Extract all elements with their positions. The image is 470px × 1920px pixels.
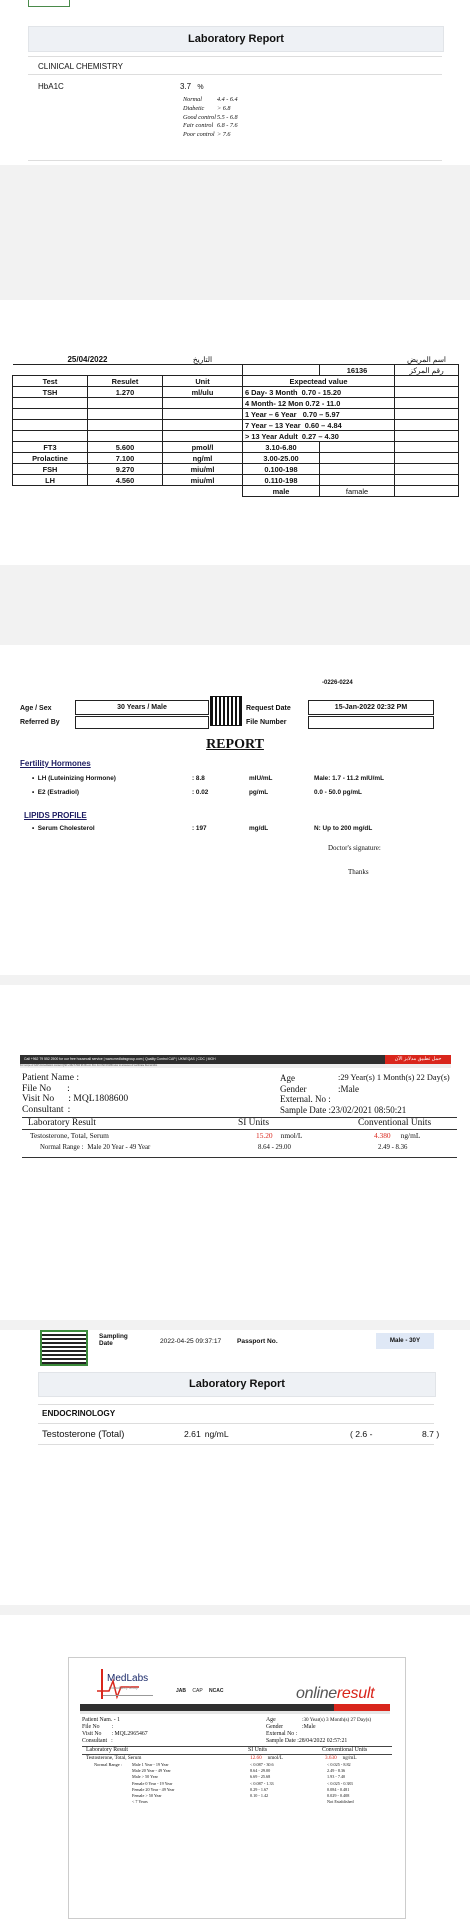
si-units-header: SI Units [238, 1118, 269, 1128]
reference-range-row: Poor control > 7.6 [183, 131, 231, 139]
divider [28, 74, 442, 75]
row-test: FSH [13, 464, 88, 475]
sample-date: Sample Date :28/04/2022 02:57:21 [266, 1738, 348, 1744]
patient-info-right [266, 1717, 372, 1745]
row-result: 5.600 [88, 442, 163, 453]
date-label: التاريخ [192, 354, 213, 364]
row-result: 9.270 [88, 464, 163, 475]
report-title-bar [38, 1372, 436, 1397]
si-units-header: SI Units [248, 1747, 268, 1753]
conv-result: 3.630 ng/mL [325, 1755, 357, 1761]
report-heading: REPORT [206, 737, 264, 752]
report-title-bar [28, 26, 444, 52]
section-heading: CLINICAL CHEMISTRY [38, 62, 123, 71]
col-result: Resulet [88, 376, 163, 387]
request-date-label: Request Date [246, 705, 291, 712]
accreditation-logos: JAB CAP NCAC [176, 1688, 224, 1694]
divider [28, 160, 442, 161]
divider [38, 1404, 434, 1405]
file-number-box [308, 716, 434, 729]
patient-info-left [82, 1717, 148, 1745]
medlabs-report-panel: MedLabs Consultancy Group JAB CAP NCAC onlineresult Patient Nam. - 1 File No : Visit No : MQL2965467 Consultant : Age :30 Year(s) 3 Month(s) 27 Day(s) Gender :Male External No : Sample Date :28/04/2022 02:57:21 Laboratory Result SI Units Conventional Units Testosterone, Total, Serum 12.60 nmol/L 3.630 ng/mL Normal Range : Male 1 Year - 19 Year < 0.087 - 30.6 < 0.025 - 8.82 Male 20 Year - 49 Year 8.64 - 29.00 2.49 - 8.36 Male > 50 Year 6.69 - 25.68 1.93 - 7.40 Female 0 Year - 19 Year < 0.087 - 1.33 < 0.025 - 0.383 Female 20 Year - 49 Year 0.29 - 1.67 0.084 - 0.481 Female > 50 Year 0.10 - 1.42 0.029 - 0.408 < 7 Years Not Established [0, 1615, 470, 1920]
range-low: ( 2.6 - [350, 1429, 373, 1439]
row-range: 0.110-198 [243, 475, 320, 486]
row-unit: miu/ml [163, 464, 243, 475]
app-banner [334, 1704, 390, 1711]
sampling-date-label: Sampling Date [99, 1333, 128, 1347]
tsh-unit: ml/ulu [163, 387, 243, 398]
row-unit: miu/ml [163, 475, 243, 486]
result-unit: % [197, 84, 204, 91]
reference-range-row: Diabetic > 6.8 [183, 104, 231, 112]
report-title: Laboratory Report [188, 33, 284, 45]
tsh-result: 1.270 [88, 387, 163, 398]
row-result: 7.100 [88, 453, 163, 464]
reference-range-row: Good control5.5 - 6.8 [183, 113, 238, 121]
request-date-value: 15-Jan-2022 02:32 PM [334, 704, 408, 711]
fertility-heading: Fertility Hormones [20, 759, 91, 768]
sex-badge-text: Male - 30Y [389, 1337, 421, 1344]
file-no-row: File No : [22, 1082, 70, 1094]
si-result: 15.20 nmol/L [256, 1131, 303, 1140]
consultant-row: Consultant : [22, 1103, 71, 1115]
consultant-row: Consultant : [82, 1738, 113, 1744]
sample-date: Sample Date :23/02/2021 08:50:21 [280, 1104, 407, 1115]
thanks-text: Thanks [348, 868, 369, 876]
gender-row: Gender :Male [280, 1083, 359, 1094]
conv-result: 4.380 ng/mL [374, 1131, 421, 1140]
barcode-number: -0226-0224 [322, 680, 353, 686]
conventional-units-header: Conventional Units [322, 1747, 368, 1753]
result-value: 3.7 [180, 82, 192, 91]
tsh-range-4: > 13 Year Adult 0.27 – 4.30 [243, 431, 395, 442]
file-no-row: File No : [82, 1724, 114, 1730]
female-label: famale [320, 486, 395, 497]
row-test: LH [13, 475, 88, 486]
table-row [13, 409, 459, 420]
divider [22, 1129, 457, 1130]
patient-label: اسم المريض [407, 354, 446, 364]
section-heading: ENDOCRINOLOGY [42, 1409, 116, 1418]
row-result: 4.560 [88, 475, 163, 486]
gender-row: Gender :Male [266, 1724, 316, 1730]
external-no: External No : [266, 1731, 298, 1737]
si-range: 8.64 - 29.00 [258, 1144, 291, 1151]
normal-range-label: Normal Range : [94, 1762, 123, 1767]
visit-no-row: Visit No : MQL1808600 [22, 1093, 129, 1104]
banner-subtext: For scope of CAP Accreditation contact QSD +962 6 590 96 96 ext. 311. For ISO 15189 refer to annexes of certificate filed at MoL [20, 1064, 451, 1068]
medlabs-logo [95, 1667, 165, 1706]
lipids-heading: LIPIDS PROFILE [24, 811, 87, 820]
hba1c-report-panel [0, 0, 470, 165]
divider [28, 56, 442, 57]
lab-result-header: Laboratory Result [86, 1747, 129, 1753]
banner-text: Call +962 79 552 2500 for our free housecall service | www.medlabsgroup.com | Quality Control CAP | UKNEQAS | CDC | MOH [24, 1057, 216, 1061]
hormone-results-table [12, 354, 459, 497]
reference-range-row: Normal 4.4 - 6.4 [183, 96, 238, 103]
center-label: رقم المركز [395, 365, 459, 376]
patient-name-label: Patient Name : [22, 1072, 80, 1083]
table-row [13, 464, 459, 475]
age-row: Age :30 Year(s) 3 Month(s) 27 Day(s) [266, 1717, 372, 1723]
sex-badge [376, 1333, 434, 1349]
tsh-range-2: 1 Year – 6 Year 0.70 – 5.97 [243, 409, 395, 420]
divider [38, 1444, 434, 1445]
table-row [13, 486, 459, 497]
age-sex-value: 30 Years / Male [117, 704, 167, 711]
banner-subline [80, 1711, 390, 1714]
reference-ranges [183, 96, 238, 140]
age-sex-box [75, 700, 209, 715]
col-unit: Unit [163, 376, 243, 387]
referred-by-box [75, 716, 209, 729]
row-range: 0.100-198 [243, 464, 320, 475]
row-test: FT3 [13, 442, 88, 453]
col-expected: Expectead value [243, 376, 395, 387]
table-row [13, 398, 459, 409]
test-name: Testosterone, Total, Serum [86, 1755, 142, 1761]
normal-range: Normal Range : Male 20 Year - 49 Year [40, 1144, 151, 1151]
qr-code [40, 1330, 88, 1366]
divider [38, 1423, 434, 1424]
test-result: 2.61 ng/mL [184, 1429, 229, 1439]
test-result [180, 82, 204, 91]
report-title: Laboratory Report [189, 1378, 285, 1390]
tsh-range-1: 4 Month- 12 Mon 0.72 - 11.0 [243, 398, 395, 409]
report-date: 25/04/2022 [67, 354, 108, 364]
fertility-report-panel: -0226-0224 Age / Sex 30 Years / Male Request Date 15-Jan-2022 02:32 PM Referred By File Number REPORT Fertility Hormones • LH (Luteinizing Hormone) : 8.8 mIU/mL Male: 1.7 - 11.2 mIU/mL • E2 (Estradiol) : 0.02 pg/mL 0.0 - 50.0 pg/mL LIPIDS PROFILE • Serum Cholesterol : 197 mg/dL N: Up to 200 mg/dL Doctor's signature: Thanks [0, 645, 470, 975]
testosterone-report-panel [0, 985, 470, 1320]
test-name: Testosterone (Total) [42, 1428, 125, 1439]
table-row [13, 442, 459, 453]
info-banner [20, 1055, 385, 1064]
tsh-test: TSH [13, 387, 88, 398]
tsh-range-3: 7 Year – 13 Year 0.60 – 4.84 [243, 420, 395, 431]
table-row [13, 453, 459, 464]
patient-info-left [22, 1073, 128, 1115]
table-row [13, 420, 459, 431]
patient-name-label: Patient Nam. - 1 [82, 1717, 120, 1723]
test-name: Testosterone, Total, Serum [30, 1131, 109, 1140]
row-test: Prolactine [13, 453, 88, 464]
visit-no-row: Visit No : MQL2965467 [82, 1731, 148, 1737]
row-range: 3.00-25.00 [243, 453, 320, 464]
age-sex-label: Age / Sex [20, 705, 52, 712]
row-unit: pmol/l [163, 442, 243, 453]
age-row: Age :29 Year(s) 1 Month(s) 22 Day(s) [280, 1073, 450, 1083]
sampling-date-value: 2022-04-25 09:37:17 [160, 1338, 222, 1345]
lab-result-header: Laboratory Result [28, 1118, 96, 1128]
info-banner [80, 1704, 334, 1711]
si-result: 12.60 nmol/L [250, 1755, 283, 1761]
qr-code-fragment [28, 0, 70, 7]
test-name: HbA1C [38, 82, 64, 91]
referred-by-label: Referred By [20, 719, 60, 726]
hormone-table-panel [0, 300, 470, 565]
file-number-label: File Number [246, 719, 287, 726]
app-banner-text: حمل تطبيق مدلابز الآن [394, 1056, 442, 1062]
logo-subtitle: Consultancy Group [109, 1686, 139, 1690]
conv-range: 2.49 - 8.36 [378, 1144, 408, 1151]
tsh-range-0: 6 Day- 3 Month 0.70 - 15.20 [243, 387, 395, 398]
online-result-logo: onlineresult [296, 1685, 375, 1702]
table-row [13, 387, 459, 398]
passport-label: Passport No. [237, 1338, 278, 1345]
qr-code [211, 697, 241, 725]
endocrinology-report-panel [0, 1330, 470, 1605]
doctor-signature: Doctor's signature: [328, 844, 381, 852]
row-range: 3.10-6.80 [243, 442, 320, 453]
male-label: male [243, 486, 320, 497]
divider [22, 1157, 457, 1158]
patient-info-right [280, 1073, 450, 1115]
conventional-units-header: Conventional Units [358, 1118, 432, 1128]
request-date-box [308, 700, 434, 715]
logo-text: MedLabs [107, 1673, 149, 1684]
table-row [13, 431, 459, 442]
app-banner [385, 1055, 451, 1064]
col-test: Test [13, 376, 88, 387]
patient-number: 16136 [320, 365, 395, 376]
external-no: External. No : [280, 1094, 331, 1104]
reference-range-row: Fair control 6.8 - 7.6 [183, 122, 238, 130]
range-high: 8.7 ) [422, 1429, 440, 1439]
table-row [13, 475, 459, 486]
row-unit: ng/ml [163, 453, 243, 464]
